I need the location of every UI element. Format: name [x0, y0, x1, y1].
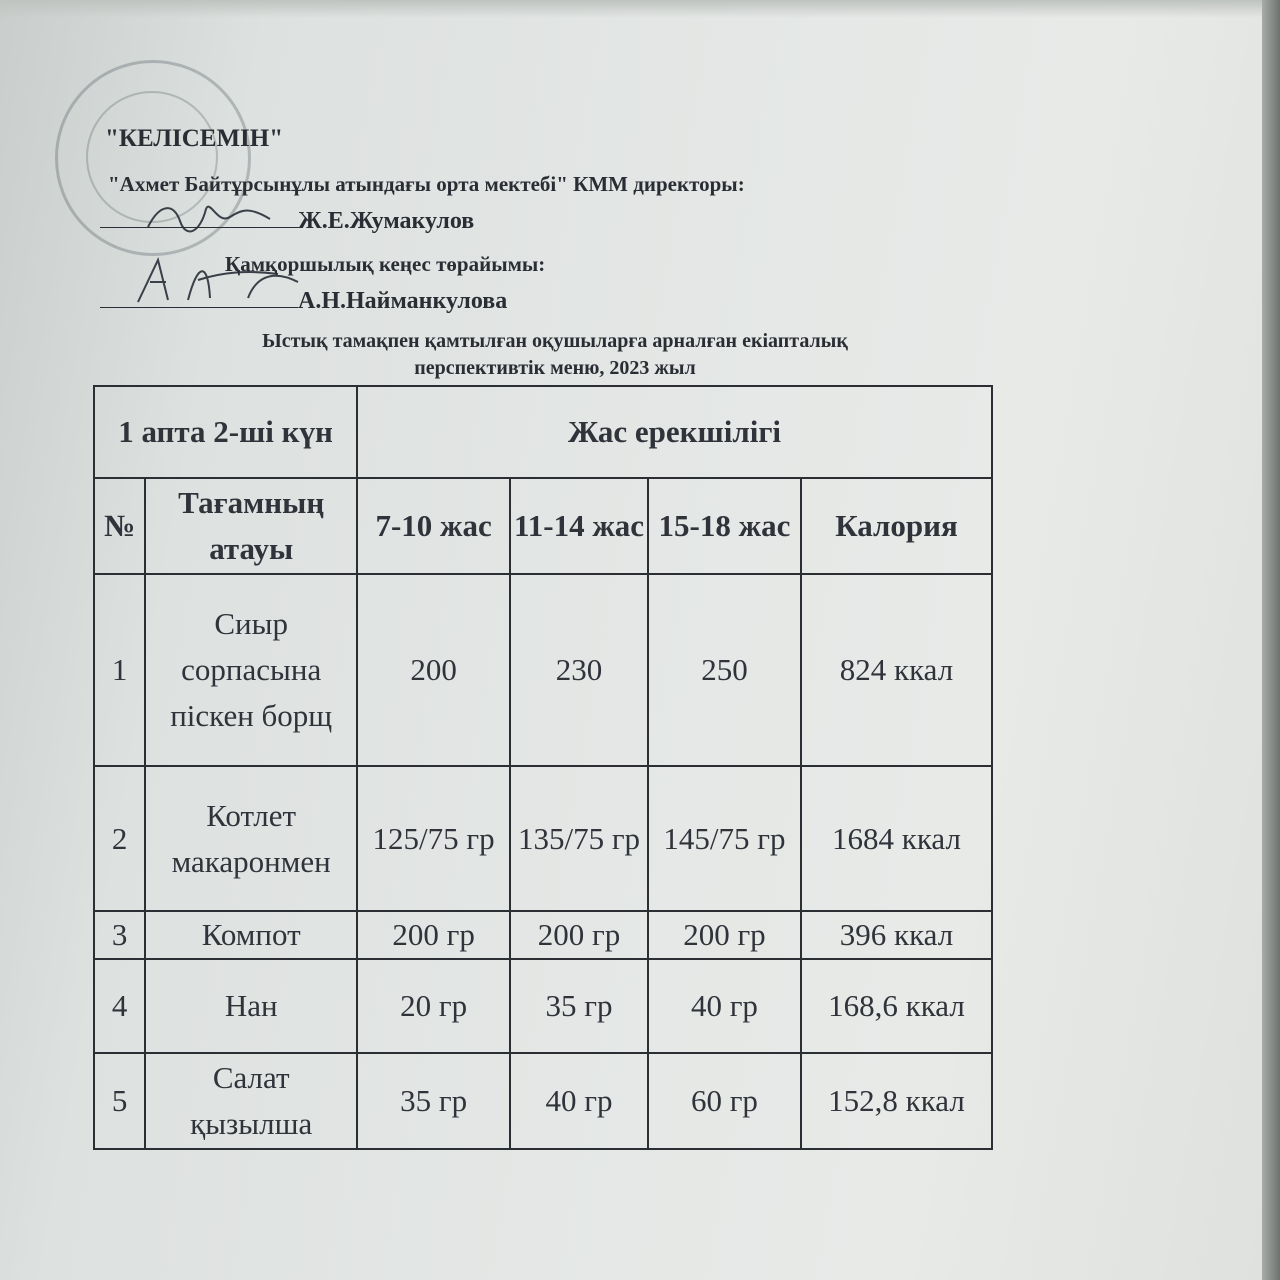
row-age-7-10: 200 — [357, 574, 510, 766]
row-calories: 152,8 ккал — [801, 1053, 992, 1149]
table-row — [94, 766, 992, 911]
row-no: 2 — [94, 766, 145, 911]
table-row — [94, 959, 992, 1053]
title-line-1: Ыстық тамақпен қамтылған оқушыларға арналған екіапталық — [262, 330, 848, 352]
row-no: 4 — [94, 959, 145, 1053]
row-age-11-14: 40 гр — [510, 1053, 648, 1149]
approval-heading: "КЕЛІСЕМІН" — [105, 125, 284, 152]
row-dish-name: Котлет макаронмен — [145, 766, 357, 911]
age-group-cell: Жас ерекшілігі — [357, 386, 992, 478]
table-row — [94, 1053, 992, 1149]
row-dish-name: Салат қызылша — [145, 1053, 357, 1149]
row-no: 1 — [94, 574, 145, 766]
school-director-line: "Ахмет Байтұрсынұлы атындағы орта мектебі" КММ директоры: — [108, 172, 745, 196]
row-calories: 168,6 ккал — [801, 959, 992, 1053]
header-no: № — [94, 478, 145, 574]
row-age-15-18: 200 гр — [648, 911, 801, 959]
row-age-15-18: 60 гр — [648, 1053, 801, 1149]
board-chair-name: А.Н.Найманкулова — [298, 288, 508, 314]
table-row — [94, 911, 992, 959]
board-chair-signature-line — [100, 307, 298, 308]
photo-edge-right — [1262, 0, 1280, 1280]
row-calories: 396 ккал — [801, 911, 992, 959]
table-column-header-row — [94, 478, 992, 574]
director-signature-line — [100, 227, 298, 228]
row-dish-name: Нан — [145, 959, 357, 1053]
director-line — [100, 208, 474, 235]
table-top-header-row — [94, 386, 992, 478]
photo-edge-top — [0, 0, 1280, 18]
header-age-7-10: 7-10 жас — [357, 478, 510, 574]
board-role: Қамқоршылық кеңес төрайымы: — [225, 252, 546, 276]
day-label-cell: 1 апта 2-ші күн — [94, 386, 357, 478]
row-no: 3 — [94, 911, 145, 959]
table-row — [94, 574, 992, 766]
row-no: 5 — [94, 1053, 145, 1149]
header-age-15-18: 15-18 жас — [648, 478, 801, 574]
row-dish-name: Компот — [145, 911, 357, 959]
row-age-7-10: 20 гр — [357, 959, 510, 1053]
row-age-7-10: 125/75 гр — [357, 766, 510, 911]
row-age-15-18: 40 гр — [648, 959, 801, 1053]
title-line-2: перспективтік меню, 2023 жыл — [414, 357, 696, 379]
header-dish-name: Тағамның атауы — [145, 478, 357, 574]
board-chair-line — [100, 288, 507, 315]
menu-table — [93, 385, 993, 1150]
row-dish-name: Сиыр сорпасына піскен борщ — [145, 574, 357, 766]
row-calories: 1684 ккал — [801, 766, 992, 911]
director-name: Ж.Е.Жумакулов — [298, 208, 475, 234]
row-age-11-14: 230 — [510, 574, 648, 766]
row-age-11-14: 200 гр — [510, 911, 648, 959]
row-age-15-18: 250 — [648, 574, 801, 766]
row-calories: 824 ккал — [801, 574, 992, 766]
header-age-11-14: 11-14 жас — [510, 478, 648, 574]
header-calories: Калория — [801, 478, 992, 574]
row-age-15-18: 145/75 гр — [648, 766, 801, 911]
row-age-11-14: 135/75 гр — [510, 766, 648, 911]
document-title — [120, 328, 990, 382]
row-age-7-10: 35 гр — [357, 1053, 510, 1149]
row-age-11-14: 35 гр — [510, 959, 648, 1053]
row-age-7-10: 200 гр — [357, 911, 510, 959]
